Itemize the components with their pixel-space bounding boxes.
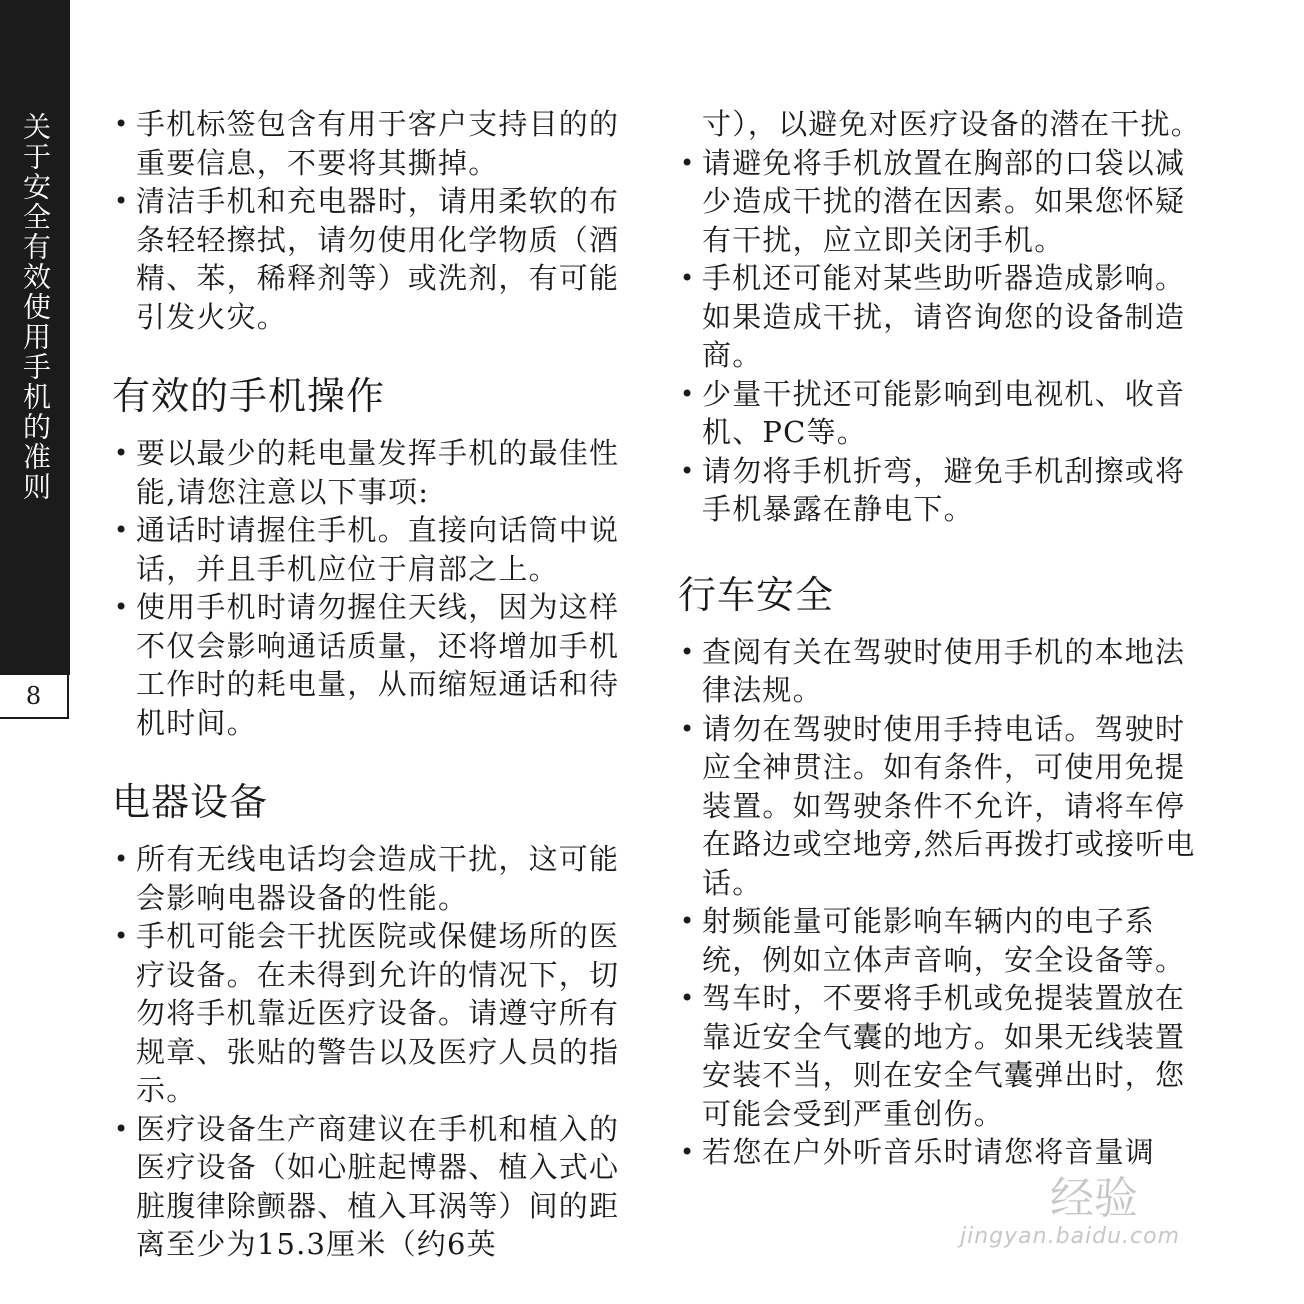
list-item: • 请避免将手机放置在胸部的口袋以减少造成干扰的潜在因素。如果您怀疑有干扰，应立即关闭手机。 <box>678 144 1208 260</box>
list-item: • 要以最少的耗电量发挥手机的最佳性能,请您注意以下事项: <box>112 434 642 511</box>
list-item: • 查阅有关在驾驶时使用手机的本地法律法规。 <box>678 633 1208 710</box>
right-column <box>678 105 1208 1172</box>
chapter-title: 关于安全有效使用手机的准则 <box>19 112 52 502</box>
driving-safety-list <box>678 633 1208 1172</box>
side-tab <box>0 0 70 675</box>
list-item: • 驾车时，不要将手机或免提装置放在靠近安全气囊的地方。如果无线装置安装不当，则在安全气囊弹出时，您可能会受到严重创伤。 <box>678 979 1208 1133</box>
list-item: • 医疗设备生产商建议在手机和植入的医疗设备（如心脏起博器、植入式心脏腹律除颤器、植入耳涡等）间的距离至少为15.3厘米（约6英 <box>112 1110 642 1264</box>
list-item: • 手机可能会干扰医院或保健场所的医疗设备。在未得到允许的情况下，切勿将手机靠近医疗设备。请遵守所有规章、张贴的警告以及医疗人员的指示。 <box>112 917 642 1110</box>
section-heading-phone-operation: 有效的手机操作 <box>112 374 386 418</box>
list-item: • 请勿在驾驶时使用手持电话。驾驶时应全神贯注。如有条件，可使用免提装置。如驾驶条件不允许，请将车停在路边或空地旁,然后再拨打或接听电话。 <box>678 710 1208 903</box>
electrical-devices-list-continued <box>678 105 1208 529</box>
section-heading-electrical-devices: 电器设备 <box>112 780 269 824</box>
list-item: • 通话时请握住手机。直接向话筒中说话，并且手机应位于肩部之上。 <box>112 511 642 588</box>
list-item-continuation: 寸），以避免对医疗设备的潜在干扰。 <box>702 107 1201 141</box>
electrical-devices-list <box>112 840 642 1264</box>
intro-list <box>112 105 642 336</box>
list-item: • 少量干扰还可能影响到电视机、收音机、PC等。 <box>678 375 1208 452</box>
list-item: • 请勿将手机折弯，避免手机刮擦或将手机暴露在静电下。 <box>678 452 1208 529</box>
section-heading-driving-safety: 行车安全 <box>678 572 835 617</box>
watermark <box>960 1158 1260 1268</box>
list-item: • 手机标签包含有用于客户支持目的的重要信息，不要将其撕掉。 <box>112 105 642 182</box>
watermark-logo: 经验 <box>1050 1173 1138 1224</box>
phone-operation-list <box>112 434 642 742</box>
list-item: • 若您在户外听音乐时请您将音量调 <box>678 1133 1208 1172</box>
list-item: • 手机还可能对某些助听器造成影响。如果造成干扰，请咨询您的设备制造商。 <box>678 259 1208 375</box>
page-number: 8 <box>0 675 69 719</box>
list-item: • 射频能量可能影响车辆内的电子系统，例如立体声音响，安全设备等。 <box>678 902 1208 979</box>
watermark-url: jingyan.baidu.com <box>960 1224 1181 1249</box>
list-item: • 所有无线电话均会造成干扰，这可能会影响电器设备的性能。 <box>112 840 642 917</box>
left-column <box>112 105 642 1264</box>
list-item: • 使用手机时请勿握住天线，因为这样不仅会影响通话质量，还将增加手机工作时的耗电量，从而缩短通话和待机时间。 <box>112 588 642 742</box>
list-item: • 清洁手机和充电器时，请用柔软的布条轻轻擦拭，请勿使用化学物质（酒精、苯，稀释剂等）或洗剂，有可能引发火灾。 <box>112 182 642 336</box>
